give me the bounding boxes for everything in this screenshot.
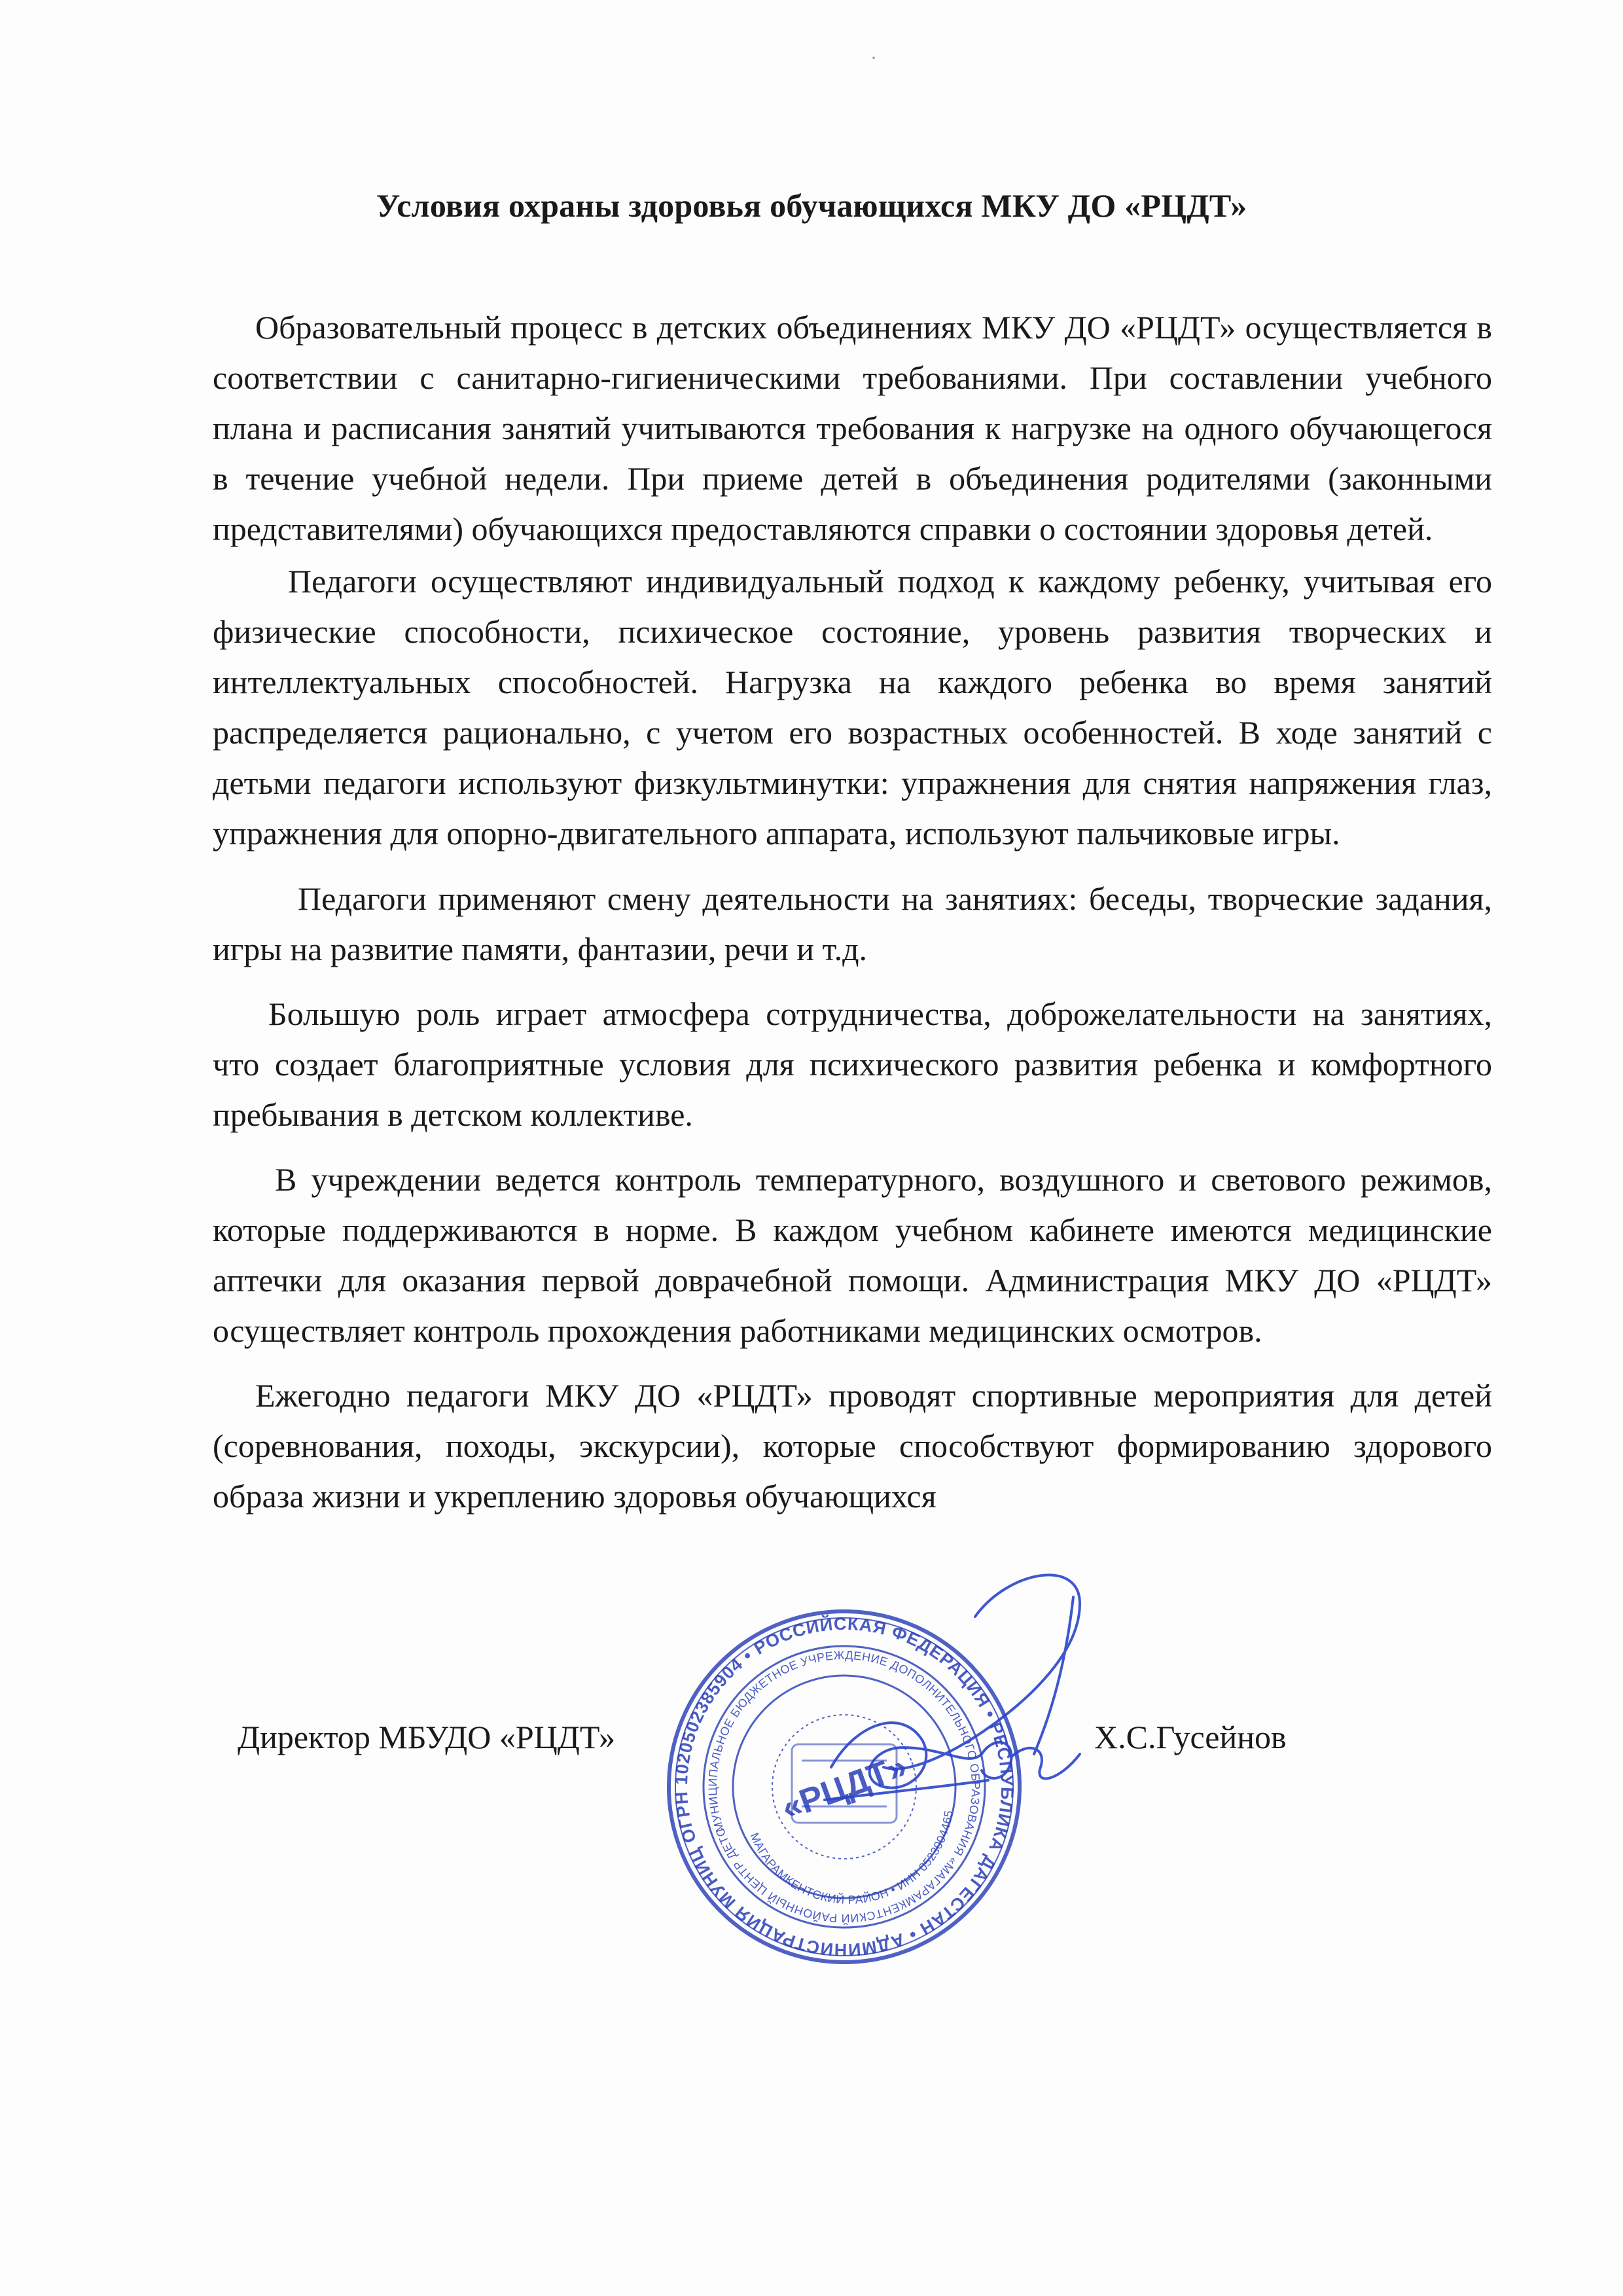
paragraph: Ежегодно педагоги МКУ ДО «РЦДТ» проводят спортивные мероприятия для детей (соревнования, походы, экскурсии), которые способствуют формированию здорового образа жизни и укреплению здоровья обучающихся [213,1377,1492,1515]
paragraph: В учреждении ведется контроль температурного, воздушного и светового режимов, которые поддерживаются в норме. В каждом учебном кабинете имеются медицинские аптечки для оказания первой доврачебной помощи. Администрация МКУ ДО «РЦДТ» осуществляет контроль прохождения работниками медицинских осмотров. [213,1161,1492,1349]
document-title: Условия охраны здоровья обучающихся МКУ ДО «РЦДТ» [376,187,1247,224]
stamp-bottom-text: МАГАРАМКЕНТСКИЙ РАЙОН • ИНН 0523004465 [747,1809,955,1907]
handwritten-signature [772,1558,1178,1898]
document-body [213,302,1492,1522]
paragraph: Педагоги осуществляют индивидуальный подход к каждому ребенку, учитывая его физические способности, психическое состояние, уровень развития творческих и интеллектуальных способностей. Нагрузка на каждого ребенка во время занятий распределяется рационально, с учетом его возрастных особенностей. В ходе занятий с детьми педагоги используют физкультминутки: упражнения для снятия напряжения глаз, упражнения для опорно-двигательного аппарата, используют пальчиковые игры. [213,563,1492,852]
director-name: Х.С.Гусейнов [1094,1719,1287,1755]
paragraph: Большую роль играет атмосфера сотрудничества, доброжелательности на занятиях, что создает благоприятные условия для психического развития ребенка и комфортного пребывания в детском коллективе. [213,996,1492,1133]
paragraph: Педагоги применяют смену деятельности на занятиях: беседы, творческие задания, игры на развитие памяти, фантазии, речи и т.д. [213,880,1492,967]
stamp-outer-text: ОГРН 1020502385904 • РОССИЙСКАЯ ФЕДЕРАЦИЯ • РЕСПУБЛИКА ДАГЕСТАН • АДМИНИСТРАЦИЯ МУНИЦИПАЛЬНОГО [671,1613,1018,1960]
stamp-inner-text: МУНИЦИПАЛЬНОЕ БЮДЖЕТНОЕ УЧРЕЖДЕНИЕ ДОПОЛНИТЕЛЬНОГО ОБРАЗОВАНИЯ «МАГАРАМКЕНТСКИЙ РАЙОННЫЙ ЦЕНТР ДЕТСКОГО [705,1648,983,1926]
stamp-center-text: «РЦДТ» [776,1747,912,1828]
director-position: Директор МБУДО «РЦДТ» [238,1719,616,1755]
scan-speck: · [870,47,877,69]
paragraph: Образовательный процесс в детских объединениях МКУ ДО «РЦДТ» осуществляется в соответствии с санитарно-гигиеническими требованиями. При составлении учебного плана и расписания занятий учитываются требования к нагрузке на одного обучающегося в течение учебной недели. При приеме детей в объединения родителями (законными представителями) обучающихся предоставляются справки о состоянии здоровья детей. [213,309,1492,547]
